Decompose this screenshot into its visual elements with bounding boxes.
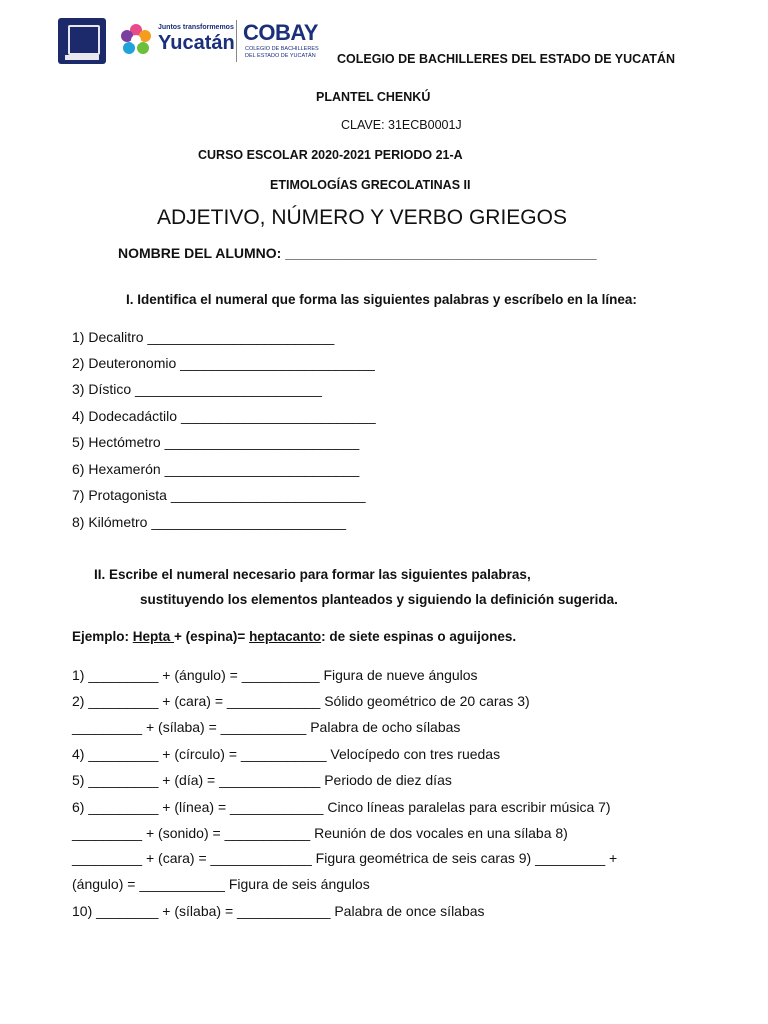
- section2-instruction-line2: sustituyendo los elementos planteados y siguiendo la definición sugerida.: [140, 592, 618, 607]
- exercise-line: _________ + (cara) = _____________ Figura geométrica de seis caras 9) _________ +: [72, 850, 618, 866]
- list-item: 6) Hexamerón _________________________: [72, 461, 360, 477]
- student-name-label: NOMBRE DEL ALUMNO: ________________________________________: [118, 245, 597, 261]
- yucatan-logo: [118, 20, 235, 64]
- section2-instruction-line1: II. Escribe el numeral necesario para formar las siguientes palabras,: [94, 567, 531, 582]
- list-item: 8) Kilómetro _________________________: [72, 514, 347, 530]
- exercise-line: (ángulo) = ___________ Figura de seis ángulos: [72, 876, 370, 892]
- list-item: 2) Deuteronomio _________________________: [72, 355, 375, 371]
- example-line: [72, 629, 516, 644]
- example-middle: + (espina)=: [174, 629, 250, 644]
- exercise-line: 6) _________ + (línea) = ____________ Cinco líneas paralelas para escribir música 7): [72, 799, 611, 815]
- list-item: 4) Dodecadáctilo _________________________: [72, 408, 376, 424]
- logo-slogan: Juntos transformemos: [158, 24, 234, 31]
- curso-text: CURSO ESCOLAR 2020-2021 PERIODO 21-A: [198, 148, 463, 162]
- exercise-line: _________ + (sonido) = ___________ Reunión de dos vocales en una sílaba 8): [72, 825, 568, 841]
- example-definition: : de siete espinas o aguijones.: [321, 629, 517, 644]
- list-item: 3) Dístico ________________________: [72, 381, 322, 397]
- subject-name: ETIMOLOGÍAS GRECOLATINAS II: [270, 178, 471, 192]
- school-seal-logo: [58, 18, 106, 64]
- cobay-logo: [243, 20, 325, 64]
- list-item: 5) Hectómetro _________________________: [72, 434, 360, 450]
- page-title: ADJETIVO, NÚMERO Y VERBO GRIEGOS: [157, 206, 567, 229]
- exercise-line: 4) _________ + (círculo) = ___________ Velocípedo con tres ruedas: [72, 746, 501, 762]
- exercise-line: _________ + (sílaba) = ___________ Palabra de ocho sílabas: [72, 719, 461, 735]
- example-label: Ejemplo:: [72, 629, 133, 644]
- exercise-line: 2) _________ + (cara) = ____________ Sólido geométrico de 20 caras 3): [72, 693, 530, 709]
- clave-text: CLAVE: 31ECB0001J: [341, 118, 462, 132]
- logo-cobay-subtext: COLEGIO DE BACHILLERES DEL ESTADO DE YUCATÁN: [245, 46, 319, 59]
- example-prefix: Hepta: [132, 629, 175, 644]
- flower-icon: [118, 22, 154, 58]
- section1-instruction: I. Identifica el numeral que forma las siguientes palabras y escríbelo en la línea:: [126, 292, 637, 307]
- logo-divider: [236, 20, 237, 62]
- institution-name: COLEGIO DE BACHILLERES DEL ESTADO DE YUCATÁN: [337, 52, 675, 66]
- plantel-name: PLANTEL CHENKÚ: [316, 90, 431, 104]
- list-item: 7) Protagonista _________________________: [72, 487, 366, 503]
- exercise-line: 1) _________ + (ángulo) = __________ Figura de nueve ángulos: [72, 667, 478, 683]
- exercise-line: 5) _________ + (día) = _____________ Periodo de diez días: [72, 772, 452, 788]
- exercise-line: 10) ________ + (sílaba) = ____________ Palabra de once sílabas: [72, 903, 485, 919]
- example-word: heptacanto: [249, 629, 322, 644]
- logo-cobay-text: COBAY: [243, 20, 318, 45]
- logo-yucatan-text: Yucatán: [158, 32, 235, 54]
- list-item: 1) Decalitro ________________________: [72, 329, 335, 345]
